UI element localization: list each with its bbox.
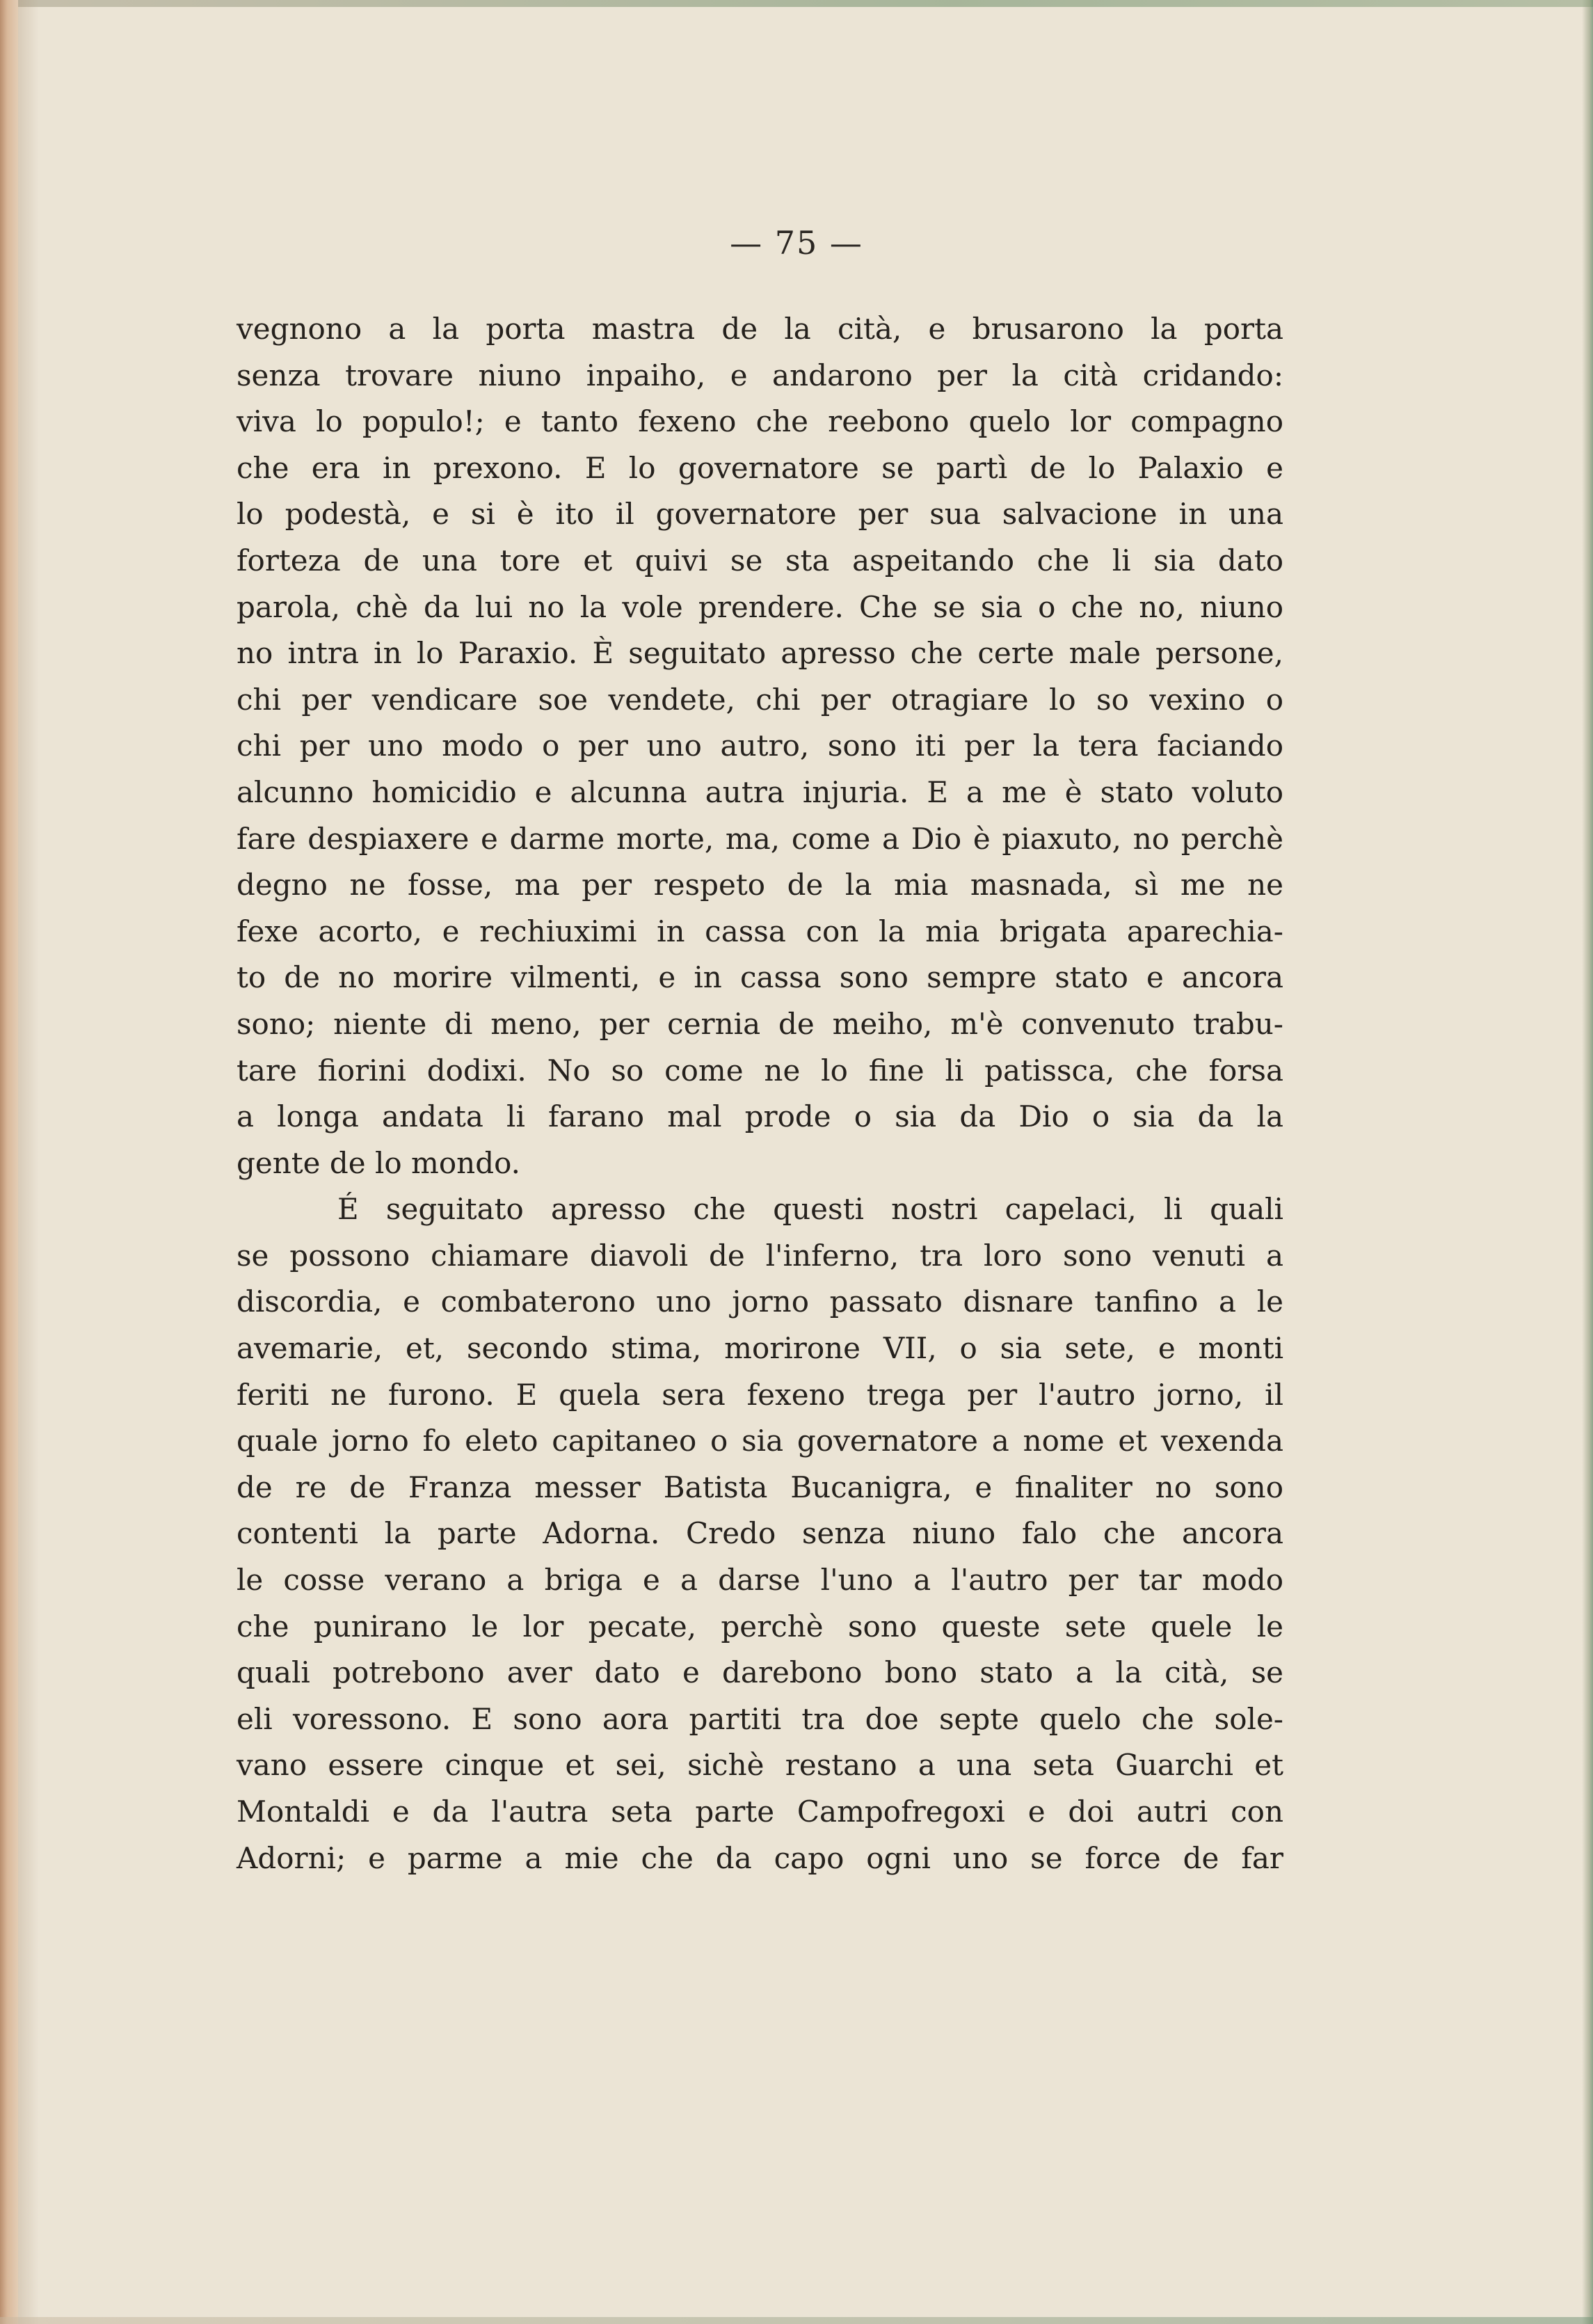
text-line: É seguitato apresso che questi nostri capelaci, li quali	[337, 1192, 1283, 1227]
text-line: chi per uno modo o per uno autro, sono iti per la tera faciando	[237, 729, 1283, 763]
text-line: feriti ne furono. E quela sera fexeno trega per l'autro jorno, il	[237, 1377, 1283, 1412]
paragraph-1	[237, 306, 1283, 1186]
text-line: Adorni; e parme a mie che da capo ogni uno se force de far	[237, 1840, 1283, 1875]
text-line: forteza de una tore et quivi se sta aspeitando che li sia dato	[237, 543, 1283, 578]
text-line: de re de Franza messer Batista Bucanigra, e finaliter no sono	[237, 1470, 1283, 1504]
text-line: no intra in lo Paraxio. È seguitato apresso che certe male persone,	[237, 636, 1283, 671]
text-line: eli voressono. E sono aora partiti tra doe septe quelo che sole-	[237, 1701, 1283, 1736]
text-line: quale jorno fo eleto capitaneo o sia governatore a nome et vexenda	[237, 1424, 1283, 1458]
page-gutter-shadow	[18, 0, 39, 2324]
text-line: che punirano le lor pecate, perchè sono queste sete quele le	[237, 1609, 1283, 1643]
text-line: chi per vendicare soe vendete, chi per otragiare lo so vexino o	[237, 682, 1283, 717]
page-top-edge	[0, 0, 1593, 7]
text-line: le cosse verano a briga e a darse l'uno a l'autro per tar modo	[237, 1563, 1283, 1598]
page-right-edge	[1582, 0, 1593, 2324]
text-line: vegnono a la porta mastra de la cità, e brusarono la porta	[237, 312, 1283, 346]
text-line: che era in prexono. E lo governatore se partì de lo Palaxio e	[237, 450, 1283, 485]
text-line: contenti la parte Adorna. Credo senza niuno falo che ancora	[237, 1516, 1283, 1551]
text-line: gente de lo mondo.	[237, 1145, 520, 1180]
page-binding-edge	[0, 0, 18, 2324]
text-line: viva lo populo!; e tanto fexeno che reebono quelo lor compagno	[237, 404, 1283, 439]
text-line: se possono chiamare diavoli de l'inferno, tra loro sono venuti a	[237, 1238, 1283, 1273]
text-line: lo podestà, e si è ito il governatore per sua salvacione in una	[237, 497, 1283, 532]
text-line: discordia, e combaterono uno jorno passato disnare tanfino a le	[237, 1284, 1283, 1319]
text-line: alcunno homicidio e alcunna autra injuria. E a me è stato voluto	[237, 774, 1283, 809]
text-line: a longa andata li farano mal prode o sia da Dio o sia da la	[237, 1099, 1283, 1134]
text-line: quali potrebono aver dato e darebono bono stato a la cità, se	[237, 1655, 1283, 1690]
text-line: to de no morire vilmenti, e in cassa sono sempre stato e ancora	[237, 960, 1283, 995]
paragraph-2	[237, 1186, 1283, 1881]
text-line: vano essere cinque et sei, sichè restano a una seta Guarchi et	[237, 1748, 1283, 1783]
text-line: tare fiorini dodixi. No so come ne lo fine li patissca, che forsa	[237, 1053, 1283, 1088]
text-line: parola, chè da lui no la vole prendere. Che se sia o che no, niuno	[237, 589, 1283, 624]
page-number: — 75 —	[730, 224, 863, 262]
text-line: sono; niente di meno, per cernia de meiho, m'è convenuto trabu-	[237, 1006, 1283, 1041]
text-line: Montaldi e da l'autra seta parte Campofregoxi e doi autri con	[237, 1794, 1283, 1829]
body-text	[237, 306, 1283, 1881]
text-line: fare despiaxere e darme morte, ma, come a Dio è piaxuto, no perchè	[237, 821, 1283, 856]
text-line: degno ne fosse, ma per respeto de la mia masnada, sì me ne	[237, 868, 1283, 902]
text-line: avemarie, et, secondo stima, morirone VII, o sia sete, e monti	[237, 1331, 1283, 1366]
text-line: fexe acorto, e rechiuximi in cassa con la mia brigata aparechia-	[237, 914, 1283, 948]
text-line: senza trovare niuno inpaiho, e andarono per la cità cridando:	[237, 358, 1283, 392]
page-bottom-edge	[0, 2317, 1593, 2324]
